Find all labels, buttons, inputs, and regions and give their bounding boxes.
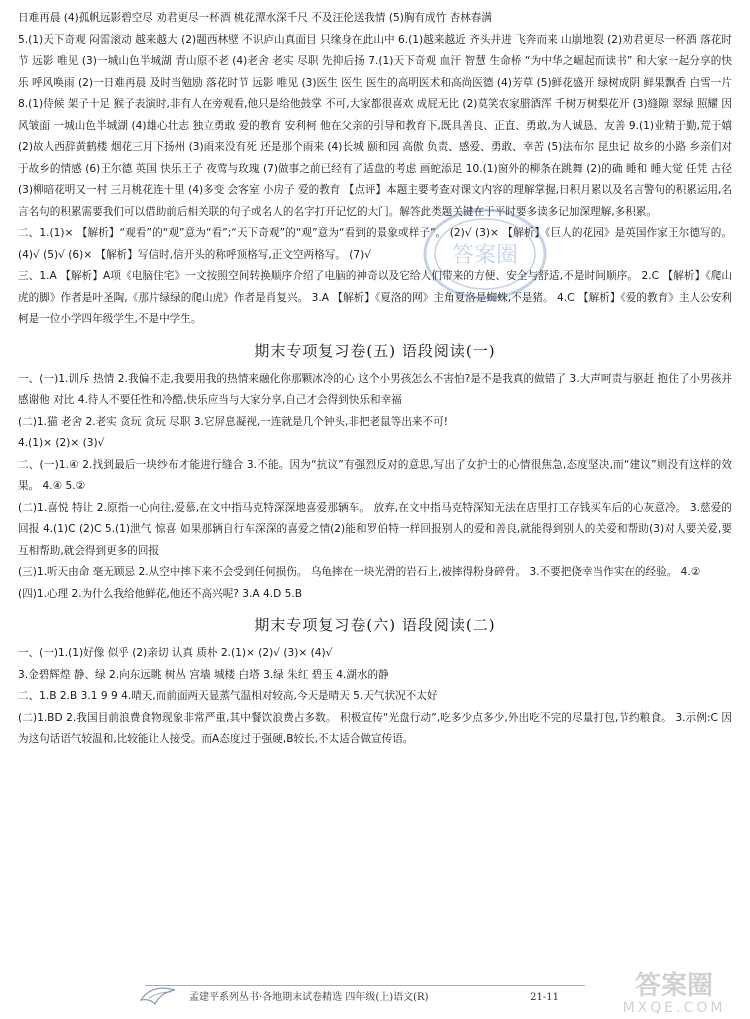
answer-content [18, 8, 732, 751]
section-title-review-6: 期末专项复习卷(六) 语段阅读(二) [254, 616, 496, 634]
footer-page-number: 21-11 [530, 992, 559, 1003]
answer-paragraph: 一、(一)1.(1)好像 似乎 (2)亲切 认真 质朴 2.(1)× (2)√ (3)× (4)√ [18, 647, 333, 659]
watermark-logo-text: 答案圈 [634, 971, 714, 1001]
answer-paragraph: 二、(一)1.④ 2.找到最后一块纱布才能进行缝合 3.不能。因为“抗议”有强烈反对的意思,写出了女护士的心情很焦急,态度坚决,而“建议”则没有这样的效果。 4.④ 5.② [18, 458, 732, 492]
answer-paragraph: (二)1.BD 2.我国目前浪费食物现象非常严重,其中餐饮浪费占多数。 积极宣传“光盘行动”,吃多少点多少,外出吃不完的尽量打包,节约粮食。 3.示例:C 因为这句话语气较温和,比较能让人接受。而A态度过于强硬,B较长,不太适合做宣传语。 [18, 711, 732, 745]
answer-paragraph: (二)1.猫 老舍 2.老实 贪玩 贪玩 尽职 3.它屏息凝视,一连就是几个钟头,非把老鼠等出来不可! [18, 415, 448, 428]
watermark-logo-icon [604, 966, 744, 1016]
answers-section-6 [18, 643, 732, 751]
answer-paragraph: 3.金碧辉煌 静、绿 2.向东远眺 树丛 宫墙 城楼 白塔 3.绿 朱红 碧玉 4.湖水的静 [18, 668, 389, 681]
answer-paragraph: 4.(1)× (2)× (3)√ [18, 437, 105, 449]
footer-book-title: 孟建平系列丛书·各地期末试卷精选 四年级(上)语文(R) [189, 992, 429, 1003]
page-footer [145, 985, 585, 1006]
watermark-stamp-text: 答案圈 [451, 243, 519, 268]
bird-logo-icon [139, 982, 179, 1008]
answer-paragraph: (三)1.听天由命 毫无顾忌 2.从空中摔下来不会受到任何损伤。 乌龟摔在一块光滑的岩石上,被摔得粉身碎骨。 3.不要把侥幸当作实在的经验。 4.② [18, 566, 701, 578]
answer-paragraph: 一、(一)1.训斥 热情 2.我偏不走,我要用我的热情来融化你那颗冰冷的心 这个小男孩怎么不害怕?是不是我真的做错了 3.大声呵责与驱赶 抱住了小男孩并感谢他 对比 4.待人不要任性和冷酷,快乐应当与大家分享,自己才会得到快乐和幸福 [18, 372, 732, 406]
answer-paragraph: 5.(1)天下奇观 闷雷滚动 越来越大 (2)题西林壁 不识庐山真面目 只缘身在此山中 6.(1)越来越近 齐头并进 飞奔而来 山崩地裂 (2)劝君更尽一杯酒 落花时节 远影 唯见 (3)一城山色半城湖 青山原不老 (4)老舍 老实 尽职 先抑后扬 7.(1)天下奇观 血汗 智慧 生命桥 “为中华之崛起而读书” 和大家一起分享的快乐 呼风唤雨 (2)一日难再晨 及时当勉励 落花时节 远影 唯见 (3)医生 医生 医生的高明医术和高尚医德 (4)芳草 (5)鲜花盛开 绿树成阴 鲜果飘香 白雪一片 8.(1)侍候 架子十足 猴子表演时,非有人在旁观看,他只是给他鼓掌 不可,大家都很喜欢 成屁无比 (2)莫笑农家腊酒浑 千树万树梨花开 (3)缝隙 翠绿 照耀 因风皱面 一城山色半城湖 (4)雄心壮志 独立勇敢 爱的教育 安利柯 他在父亲的引导和教育下,既具善良、正直、勇敢,为人诚恳、友善 9.(1)业精于勤,荒于嬉 (2)故人西辞黄鹤楼 烟花三月下扬州 (3)雨来没有死 还是那个雨来 (4)长城 颐和园 高傲 负责、感爱、勇敢、幸苦 (5)法布尔 昆虫记 故乡的小路 乡亲们对于故乡的情感 (6)王尔德 英国 快乐王子 夜莺与玫瑰 (7)做事之前已经有了适盘的考虑 画蛇添足 10.(1)窗外的柳条在跳舞 (2)的确 睡和 睡大觉 任凭 古径 (3)柳暗花明又一村 三月桃花连十里 (4)多变 会客室 小房子 爱的教育 【点评】本题主要考查对课文内容的理解掌握,日积月累以及名言警句的积累运用,名言名句的积累需要我们可以借助前后相关联的句子或名人的名字打开记忆的大门。解答此类题关键在于平时要多读多记加深理解,多积累。 [18, 33, 732, 218]
answer-paragraph: 二、1.B 2.B 3.1 9 9 4.晴天,而前面两天显蒸气温相对较高,今天是晴天 5.天气状况不太好 [18, 690, 438, 702]
watermark-stamp-icon [420, 204, 550, 304]
answer-paragraph: 二、1.(1)× 【解析】“观看”的“观”意为“看”;“天下奇观”的“观”意为“看到的景象或样子”。 (2)√ (3)× 【解析】《巨人的花园》是英国作家王尔德写的。 (4)√ (5)√ (6)× 【解析】写信时,信开头的称呼顶格写,正文空两格写。 (7)√ [18, 227, 732, 261]
answer-paragraph: (四)1.心理 2.为什么我给他鲜花,他还不高兴呢? 3.A 4.D 5.B [18, 587, 303, 600]
watermark-logo-url: MXQE.COM [622, 1000, 726, 1016]
answers-section-4 [18, 8, 732, 331]
answer-paragraph: 三、1.A 【解析】A项《电脑住宅》一文按照空间转换顺序介绍了电脑的神奇以及它给人们带来的方便、安全与舒适,不是时间顺序。 2.C 【解析】《爬山虎的脚》作者是叶圣陶,《那片绿绿的爬山虎》作者是肖复兴。 3.A 【解析】《夏洛的网》主角夏洛是蜘蛛,不是猪。 4.C 【解析】《爱的教育》主人公安利柯是一位小学四年级学生,不是中学生。 [18, 270, 732, 325]
answer-paragraph: 日难再晨 (4)孤帆远影碧空尽 劝君更尽一杯酒 桃花潭水深千尺 不及汪伦送我情 (5)胸有成竹 杏林春满 [18, 12, 492, 24]
section-title-review-5: 期末专项复习卷(五) 语段阅读(一) [254, 341, 496, 360]
answer-paragraph: (二)1.喜悦 特让 2.原指一心向往,爱慕,在文中指马克特深深地喜爱那辆车。 放弃,在文中指马克特深知无法在店里打工存钱买车后的心灰意冷。 3.慈爱的回报 4.(1)C (2)C 5.(1)泄气 惊喜 如果那辆自行车深深的喜爱之情(2)能和罗伯特一样回报别人的爱和善良,就能得到别人的关爱和帮助(3)对人要关爱,要互相帮助,就会得到更多的回报 [18, 501, 732, 557]
answers-section-5 [18, 369, 732, 606]
